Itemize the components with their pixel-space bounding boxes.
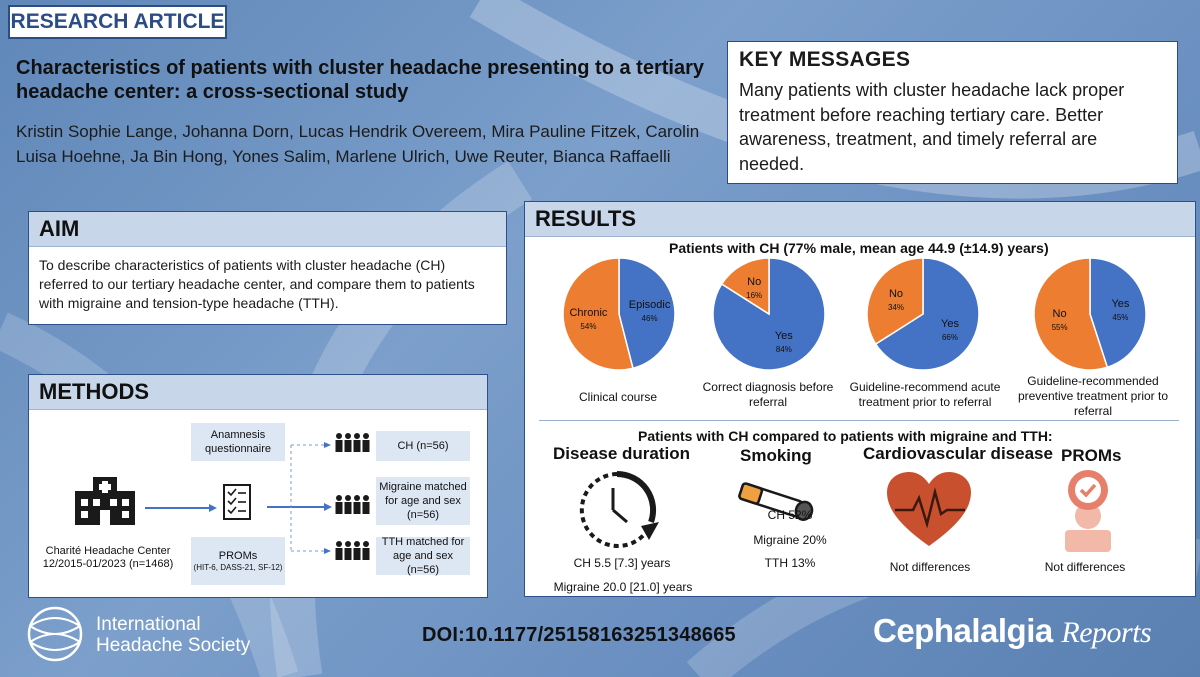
pie-2-value-no: 16% xyxy=(746,291,763,301)
cardio-result: Not differences xyxy=(889,560,971,574)
anamnesis-box: Anamnesis questionnaire xyxy=(191,423,285,461)
user-check-icon xyxy=(1053,468,1123,554)
center-label: Charité Headache Center 12/2015-01/2023 (n=1468) xyxy=(42,545,174,570)
methods-title: METHODS xyxy=(29,375,487,410)
journal-sub: Reports xyxy=(1061,616,1152,649)
results-box xyxy=(524,201,1196,597)
results-subtitle-2: Patients with CH compared to patients with migraine and TTH: xyxy=(638,428,1053,444)
people-icon-migraine xyxy=(336,495,370,514)
pie-3-value-yes: 66% xyxy=(941,332,958,342)
society-name-line2: Headache Society xyxy=(96,635,251,656)
migraine-group-box: Migraine matched for age and sex (n=56) xyxy=(376,477,470,525)
aim-body: To describe characteristics of patients with cluster headache (CH) referred to our tertiary headache center, and compare them to patients with migraine and tension-type headache (TTH). xyxy=(39,257,475,311)
proms-result: Not differences xyxy=(1044,560,1126,574)
smoking-migraine: Migraine 20% xyxy=(753,533,827,547)
checklist-icon xyxy=(224,485,250,519)
smoking-title: Smoking xyxy=(740,446,812,465)
doi-link[interactable]: DOI:10.1177/25158163251348665 xyxy=(422,624,736,646)
key-messages-body: Many patients with cluster headache lack proper treatment before reaching tertiary care. Better awareness, treatment, and timely referral are needed. xyxy=(739,80,1125,174)
duration-migraine: Migraine 20.0 [21.0] years xyxy=(553,580,693,594)
society-logo xyxy=(22,604,282,664)
society-name-line1: International xyxy=(96,614,201,635)
smoking-tth: TTH 13% xyxy=(764,556,816,570)
disease-duration-title: Disease duration xyxy=(553,444,690,463)
key-messages-title: KEY MESSAGES xyxy=(739,48,911,71)
key-messages-box xyxy=(727,41,1178,184)
pie-title-4: Guideline-recommended preventive treatment prior to referral xyxy=(1017,374,1169,418)
people-icon-tth xyxy=(336,541,370,560)
ch-group-box: CH (n=56) xyxy=(376,431,470,461)
hospital-icon xyxy=(75,477,135,525)
paper-title: Characteristics of patients with cluster headache presenting to a tertiary headache center: a cross-sectional study xyxy=(16,57,704,103)
duration-ch: CH 5.5 [7.3] years xyxy=(573,556,671,570)
pie-title-2: Correct diagnosis before referral xyxy=(702,380,834,409)
pie-1-value-chronic: 54% xyxy=(580,321,597,331)
pie-1-label-episodic: Episodic xyxy=(628,299,671,312)
aim-title: AIM xyxy=(29,212,506,247)
society-logo-icon xyxy=(22,604,88,664)
clock-icon xyxy=(573,470,663,550)
pie-1-label-chronic: Chronic xyxy=(569,306,608,319)
pie-title-1: Clinical course xyxy=(578,390,658,404)
pie-title-3: Guideline-recommend acute treatment prior to referral xyxy=(849,380,1001,409)
journal-logo xyxy=(873,612,1151,650)
pie-4-label-no: No xyxy=(1052,307,1067,320)
research-article-badge: RESEARCH ARTICLE xyxy=(8,5,227,39)
pie-1-value-episodic: 46% xyxy=(641,314,658,324)
smoking-ch: CH 52% xyxy=(767,508,813,522)
proms-box xyxy=(191,537,285,585)
results-divider xyxy=(539,420,1179,421)
pie-3-label-no: No xyxy=(888,288,904,301)
results-title: RESULTS xyxy=(525,202,1195,237)
journal-main: Cephalalgia xyxy=(873,612,1053,649)
pie-4-value-no: 55% xyxy=(1051,322,1068,332)
results-subtitle-1: Patients with CH (77% male, mean age 44.9 (±14.9) years) xyxy=(669,240,1049,256)
pie-charts xyxy=(525,254,1195,374)
people-icon-ch xyxy=(336,433,370,452)
pie-4-label-yes: Yes xyxy=(1111,298,1130,311)
pie-3-label-yes: Yes xyxy=(941,317,959,330)
aim-box xyxy=(28,211,507,325)
tth-group-box: TTH matched for age and sex (n=56) xyxy=(376,537,470,575)
proms-result-title: PROMs xyxy=(1061,446,1122,465)
pie-2-label-no: No xyxy=(747,276,762,289)
pie-2-label-yes: Yes xyxy=(774,329,793,342)
heart-icon xyxy=(885,470,973,550)
proms-detail: (HIT-6, DASS-21, SF-12) xyxy=(193,563,283,572)
pie-3-value-no: 34% xyxy=(888,303,905,313)
cardio-title: Cardiovascular disease xyxy=(863,444,1053,463)
author-list: Kristin Sophie Lange, Johanna Dorn, Lucas Hendrik Overeem, Mira Pauline Fitzek, Carolin Luisa Hoehne, Ja Bin Hong, Yones Salim, Marlene Ulrich, Uwe Reuter, Bianca Raffaelli xyxy=(16,122,700,166)
pie-2-value-yes: 84% xyxy=(775,344,792,354)
methods-box xyxy=(28,374,488,598)
pie-4-value-yes: 45% xyxy=(1112,313,1129,323)
proms-label: PROMs xyxy=(218,550,258,562)
